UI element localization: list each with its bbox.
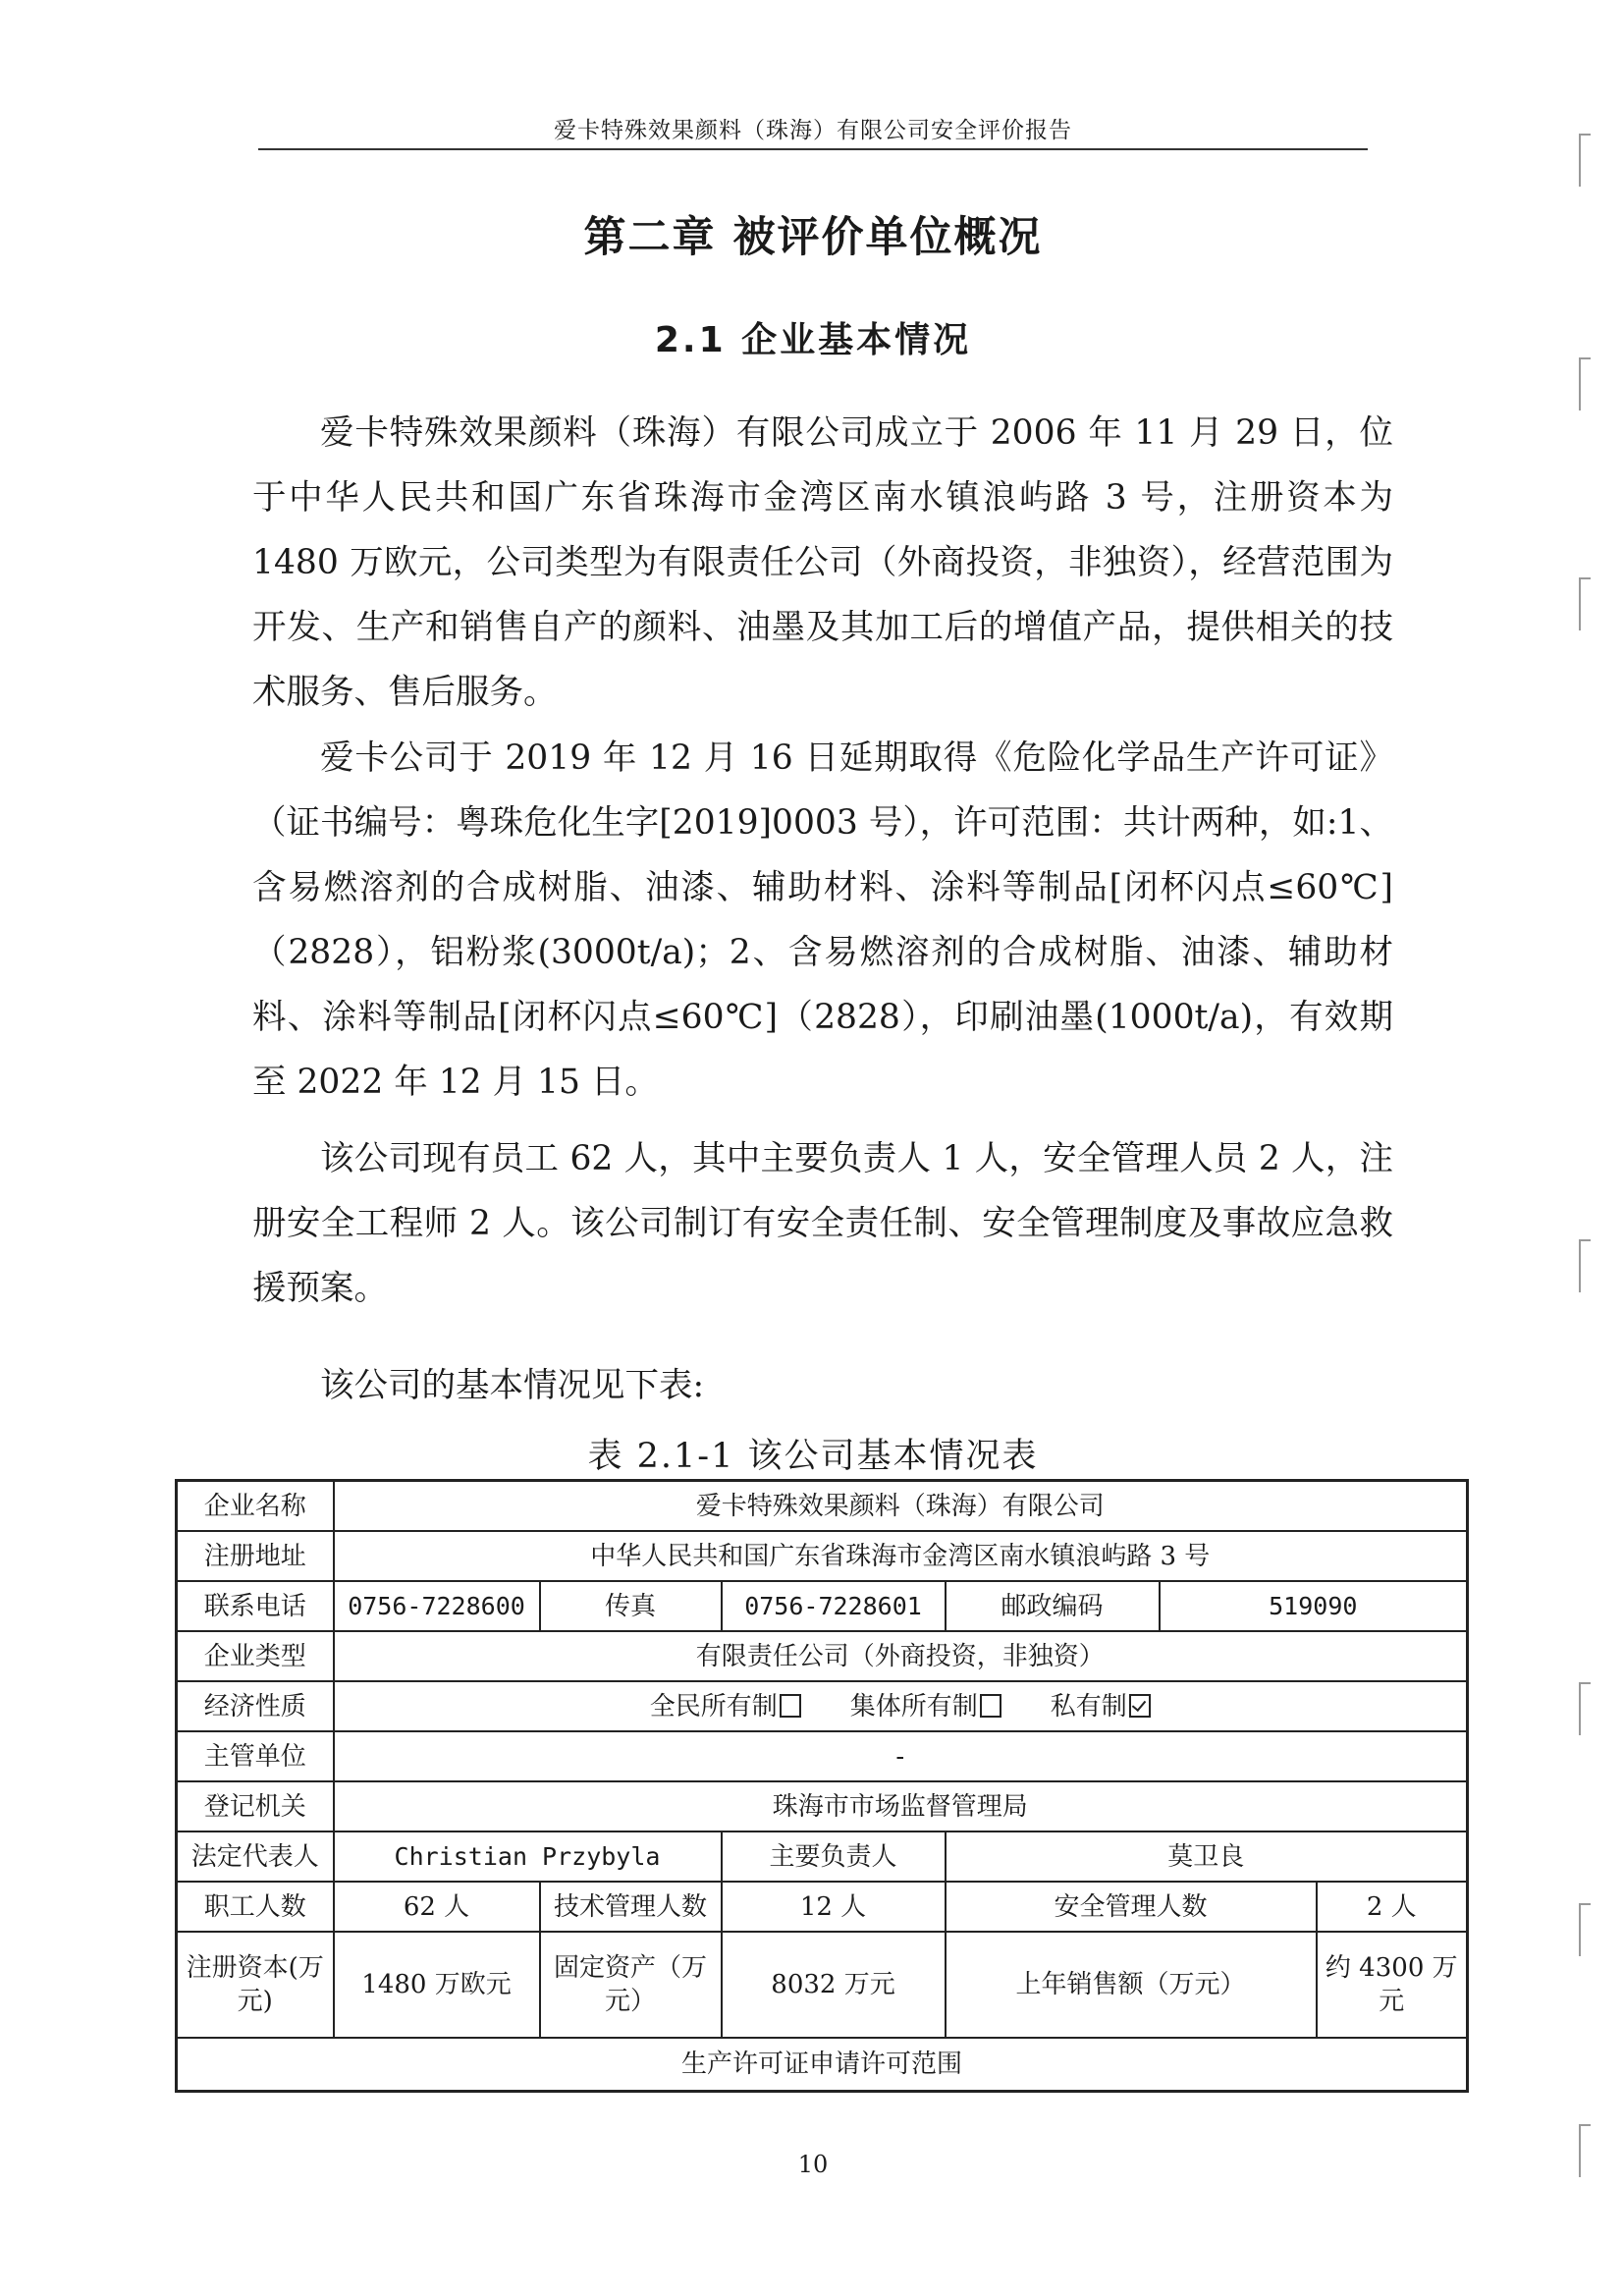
postcode-value: 519090: [1160, 1581, 1468, 1631]
company-type-label: 企业类型: [177, 1631, 334, 1681]
checkbox-collective[interactable]: [980, 1694, 1001, 1718]
running-header: 爱卡特殊效果颜料（珠海）有限公司安全评价报告: [554, 118, 1072, 143]
table-row: [177, 1481, 1468, 1532]
fax-value: 0756-7228601: [722, 1581, 946, 1631]
scan-edge-mark: [1579, 357, 1591, 410]
table-row: [177, 1681, 1468, 1731]
scan-edge-mark: [1579, 2124, 1591, 2177]
economic-nature-label: 经济性质: [177, 1681, 334, 1731]
paragraph-table-intro: 该公司的基本情况见下表:: [320, 1366, 705, 1405]
address-value: 中华人民共和国广东省珠海市金湾区南水镇浪屿路 3 号: [334, 1531, 1468, 1581]
paragraph-company-overview: 爱卡特殊效果颜料（珠海）有限公司成立于 2006 年 11 月 29 日，位于中华人民共和国广东省珠海市金湾区南水镇浪屿路 3 号，注册资本为 1480 万欧元，公司类型为有限责任公司（外商投资，非独资），经营范围为开发、生产和销售自产的颜料、油墨及其加工后的增值产品，提供相关的技术服务、售后服务。: [252, 413, 1393, 712]
postcode-label: 邮政编码: [946, 1581, 1160, 1631]
checkbox-private[interactable]: [1129, 1694, 1151, 1718]
company-info-table: [175, 1479, 1469, 2093]
staff-count-value: 62 人: [334, 1882, 540, 1932]
tech-staff-value: 12 人: [722, 1882, 946, 1932]
table-row: [177, 1581, 1468, 1631]
phone-value: 0756-7228600: [334, 1581, 540, 1631]
safety-staff-label: 安全管理人数: [946, 1882, 1317, 1932]
phone-label: 联系电话: [177, 1581, 334, 1631]
legal-rep-value: Christian Przybyla: [334, 1831, 722, 1882]
table-row: [177, 1631, 1468, 1681]
registration-authority-value: 珠海市市场监督管理局: [334, 1781, 1468, 1831]
scan-edge-mark: [1579, 1682, 1591, 1735]
safety-staff-value: 2 人: [1317, 1882, 1468, 1932]
company-name-value: 爱卡特殊效果颜料（珠海）有限公司: [334, 1481, 1468, 1532]
option-collective-label: 集体所有制: [849, 1691, 978, 1722]
tech-staff-label: 技术管理人数: [540, 1882, 722, 1932]
table-row: [177, 1731, 1468, 1781]
supervisor-value: -: [334, 1731, 1468, 1781]
header-rule: [258, 148, 1368, 150]
address-label: 注册地址: [177, 1531, 334, 1581]
table-row: [177, 1932, 1468, 2038]
last-year-sales-value: 约 4300 万元: [1317, 1932, 1468, 2038]
section-title: 2.1 企业基本情况: [654, 320, 972, 360]
paragraph-license: 爱卡公司于 2019 年 12 月 16 日延期取得《危险化学品生产许可证》（证书编号：粤珠危化生字[2019]0003 号），许可范围：共计两种，如:1、含易燃溶剂的合成树脂、油漆、辅助材料、涂料等制品[闭杯闪点≤60℃]（2828），铝粉浆(3000t/a)；2、含易燃溶剂的合成树脂、油漆、辅助材料、涂料等制品[闭杯闪点≤60℃]（2828），印刷油墨(1000t/a)，有效期至 2022 年 12 月 15 日。: [252, 738, 1393, 1102]
registered-capital-label: 注册资本(万元): [177, 1932, 334, 2038]
supervisor-label: 主管单位: [177, 1731, 334, 1781]
company-name-label: 企业名称: [177, 1481, 334, 1532]
last-year-sales-label: 上年销售额（万元）: [946, 1932, 1317, 2038]
page-number: 10: [797, 2151, 829, 2178]
economic-nature-options: [334, 1681, 1468, 1731]
paragraph-staff: 该公司现有员工 62 人，其中主要负责人 1 人，安全管理人员 2 人，注册安全工程师 2 人。该公司制订有安全责任制、安全管理制度及事故应急救援预案。: [252, 1139, 1393, 1308]
company-type-value: 有限责任公司（外商投资，非独资）: [334, 1631, 1468, 1681]
license-scope-header: 生产许可证申请许可范围: [177, 2038, 1468, 2092]
registration-authority-label: 登记机关: [177, 1781, 334, 1831]
table-row: [177, 2038, 1468, 2092]
table-caption: 表 2.1-1 该公司基本情况表: [587, 1437, 1039, 1476]
table-row: [177, 1781, 1468, 1831]
option-state-owned-label: 全民所有制: [649, 1691, 778, 1722]
table-row: [177, 1831, 1468, 1882]
fixed-assets-value: 8032 万元: [722, 1932, 946, 2038]
checkbox-state-owned[interactable]: [780, 1694, 801, 1718]
option-private-label: 私有制: [1050, 1691, 1127, 1722]
scan-edge-mark: [1579, 1903, 1591, 1956]
table-row: [177, 1882, 1468, 1932]
fax-label: 传真: [540, 1581, 722, 1631]
scan-edge-mark: [1579, 577, 1591, 630]
registered-capital-value: 1480 万欧元: [334, 1932, 540, 2038]
scan-edge-mark: [1579, 1239, 1591, 1292]
staff-count-label: 职工人数: [177, 1882, 334, 1932]
principal-label: 主要负责人: [722, 1831, 946, 1882]
table-row: [177, 1531, 1468, 1581]
legal-rep-label: 法定代表人: [177, 1831, 334, 1882]
scan-edge-mark: [1579, 134, 1591, 187]
chapter-title: 第二章 被评价单位概况: [583, 213, 1043, 262]
fixed-assets-label: 固定资产（万元）: [540, 1932, 722, 2038]
principal-value: 莫卫良: [946, 1831, 1468, 1882]
